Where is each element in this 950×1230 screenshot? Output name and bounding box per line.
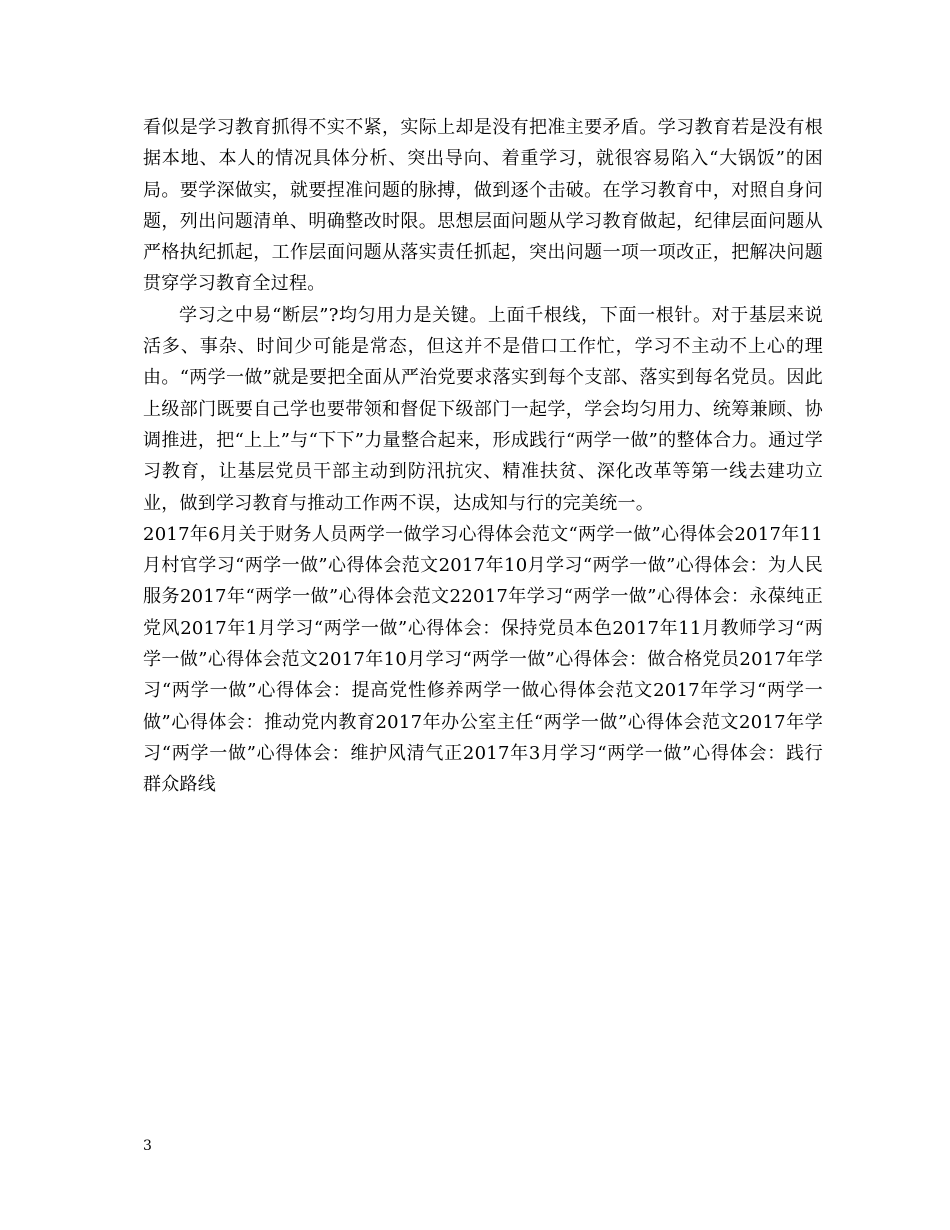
paragraph-1: 看似是学习教育抓得不实不紧，实际上却是没有把准主要矛盾。学习教育若是没有根据本地、本人的情况具体分析、突出导向、着重学习，就很容易陷入“大锅饭”的困局。要学深做实，就要捏准问题的脉搏，做到逐个击破。在学习教育中，对照自身问题，列出问题清单、明确整改时限。思想层面问题从学习教育做起，纪律层面问题从严格执纪抓起，工作层面问题从落实责任抓起，突出问题一项一项改正，把解决问题贯穿学习教育全过程。 (143, 117, 823, 295)
document-body (143, 112, 823, 801)
paragraph-2: 学习之中易“断层”?均匀用力是关键。上面千根线，下面一根针。对于基层来说活多、事杂、时间少可能是常态，但这并不是借口工作忙，学习不主动不上心的理由。“两学一做”就是要把全面从严治党要求落实到每个支部、落实到每名党员。因此上级部门既要自己学也要带领和督促下级部门一起学，学会均匀用力、统筹兼顾、协调推进，把“上上”与“下下”力量整合起来，形成践行“两学一做”的整体合力。通过学习教育，让基层党员干部主动到防汛抗灾、精准扶贫、深化改革等第一线去建功立业，做到学习教育与推动工作两不误，达成知与行的完美统一。 (143, 304, 823, 514)
page-number: 3 (143, 1138, 152, 1154)
paragraph-3-related-links: 2017年6月关于财务人员两学一做学习心得体会范文“两学一做”心得体会2017年11月村官学习“两学一做”心得体会范文2017年10月学习“两学一做”心得体会：为人民服务2017年“两学一做”心得体会范文22017年学习“两学一做”心得体会：永葆纯正党风2017年1月学习“两学一做”心得体会：保持党员本色2017年11月教师学习“两学一做”心得体会范文2017年10月学习“两学一做”心得体会：做合格党员2017年学习“两学一做”心得体会：提高党性修养两学一做心得体会范文2017年学习“两学一做”心得体会：推动党内教育2017年办公室主任“两学一做”心得体会范文2017年学习“两学一做”心得体会：维护风清气正2017年3月学习“两学一做”心得体会：践行群众路线 (143, 523, 823, 796)
